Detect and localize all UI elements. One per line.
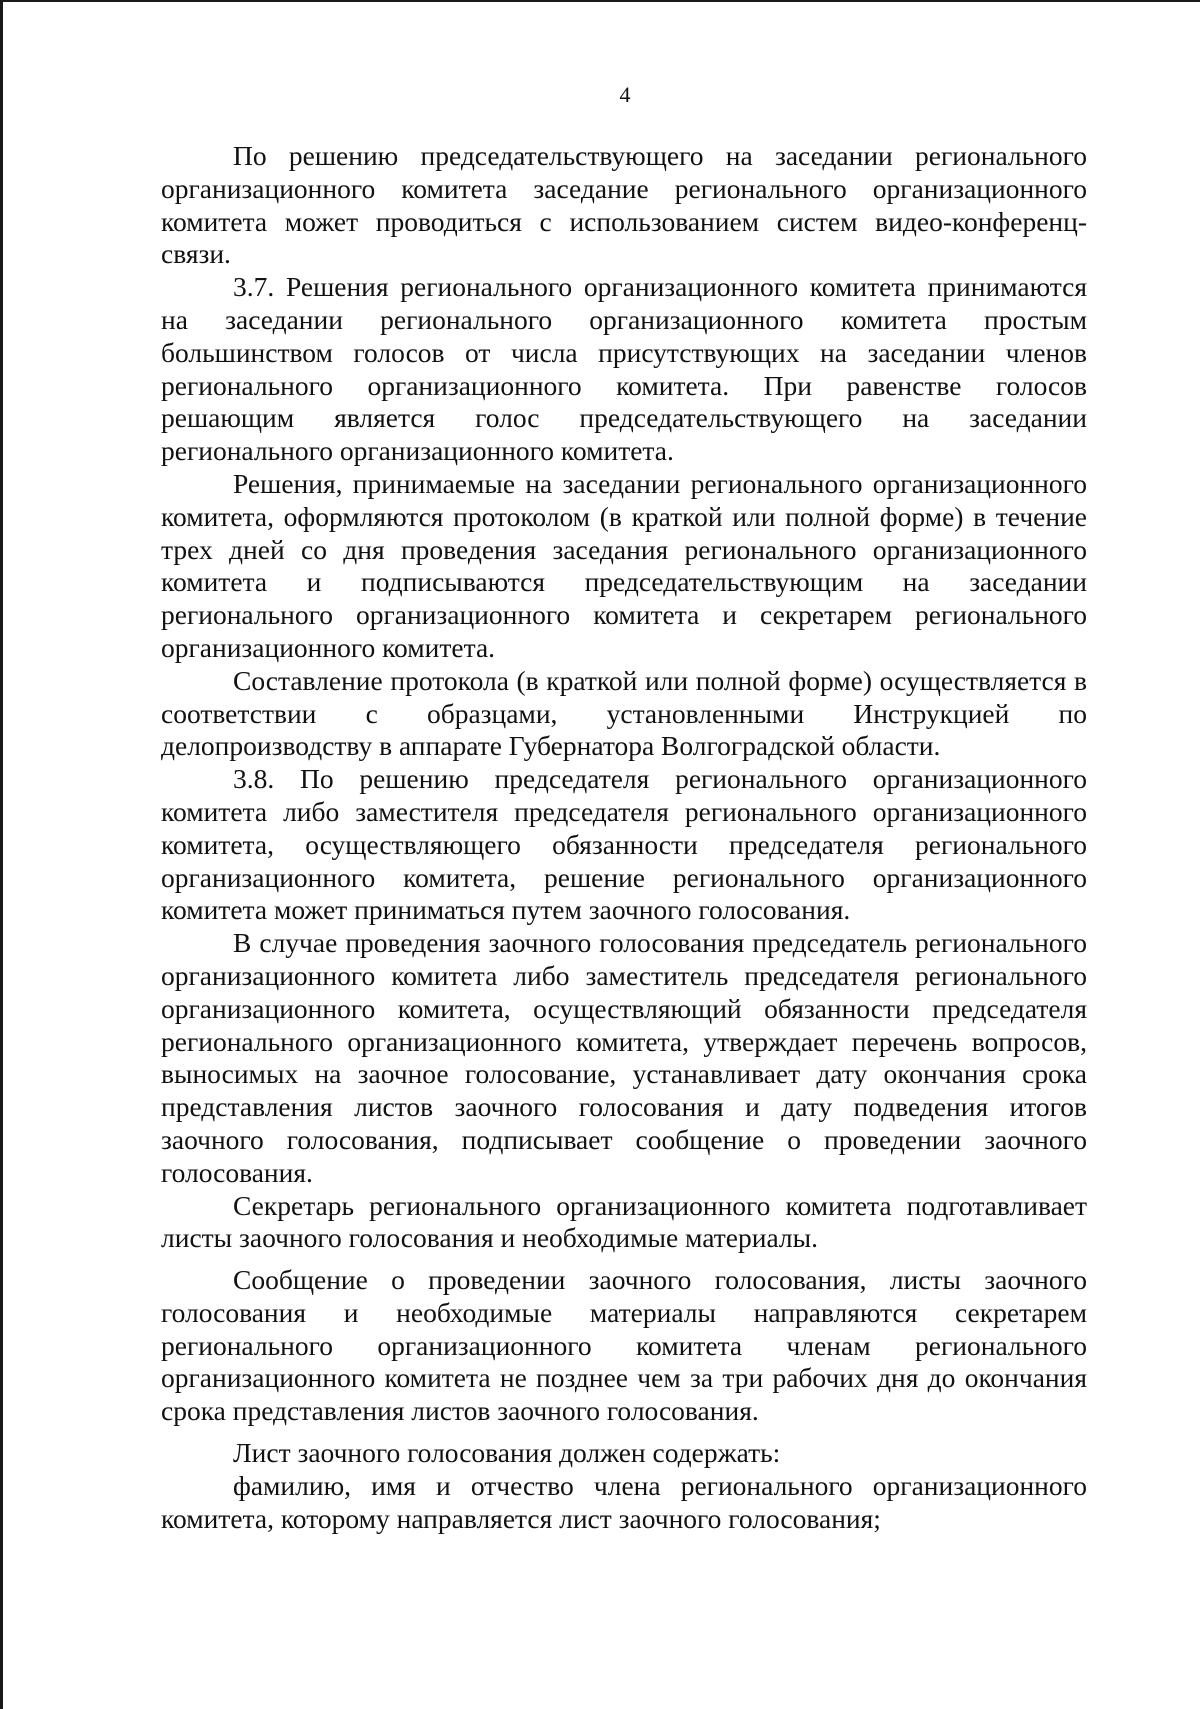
paragraph: В случае проведения заочного голосования председатель регионального организационного комитета либо заместитель председателя регионального организационного комитета, осуществляющий обязанности председателя регионального организационного комитета, утверждает перечень вопросов, выносимых на заочное голосование, устанавливает дату окончания срока представления листов заочного голосования и дату подведения итогов заочного голосования, подписывает сообщение о проведении заочного голосования. [161, 927, 1087, 1188]
paragraph: По решению председательствующего на заседании регионального организационного комитета заседание регионального организационного комитета может проводиться с использованием систем видео-конференц-связи. [161, 140, 1087, 270]
paragraph: Лист заочного голосования должен содержать: [233, 1437, 781, 1469]
paragraph: Составление протокола (в краткой или полной форме) осуществляется в соответствии с образцами, установленными Инструкцией по делопроизводству в аппарате Губернатора Волгоградской области. [161, 664, 1087, 762]
paragraph: 3.7. Решения регионального организационного комитета принимаются на заседании регионального организационного комитета простым большинством голосов от числа присутствующих на заседании членов регионального организационного комитета. При равенстве голосов решающим является голос председательствующего на заседании регионального организационного комитета. [161, 271, 1087, 467]
page-number: 4 [619, 82, 631, 107]
paragraph: Сообщение о проведении заочного голосования, листы заочного голосования и необходимые материалы направляются секретарем регионального организационного комитета членам регионального организационного комитета не позднее чем за три рабочих дня до окончания срока представления листов заочного голосования. [161, 1264, 1087, 1427]
scan-top-edge [0, 0, 1200, 2]
paragraph: Секретарь регионального организационного комитета подготавливает листы заочного голосования и необходимые материалы. [161, 1189, 1087, 1254]
paragraph: Решения, принимаемые на заседании регионального организационного комитета, оформляются протоколом (в краткой или полной форме) в течение трех дней со дня проведения заседания регионального организационного комитета и подписываются председательствующим на заседании регионального организационного комитета и секретарем регионального организационного комитета. [161, 467, 1087, 663]
scan-left-edge [0, 0, 3, 1709]
paragraph: 3.8. По решению председателя регионального организационного комитета либо заместителя председателя регионального организационного комитета, осуществляющего обязанности председателя регионального организационного комитета, решение регионального организационного комитета может приниматься путем заочного голосования. [161, 763, 1087, 926]
document-body [161, 140, 1087, 1535]
paragraph: фамилию, имя и отчество члена регионального организационного комитета, которому направляется лист заочного голосования; [161, 1469, 1087, 1534]
